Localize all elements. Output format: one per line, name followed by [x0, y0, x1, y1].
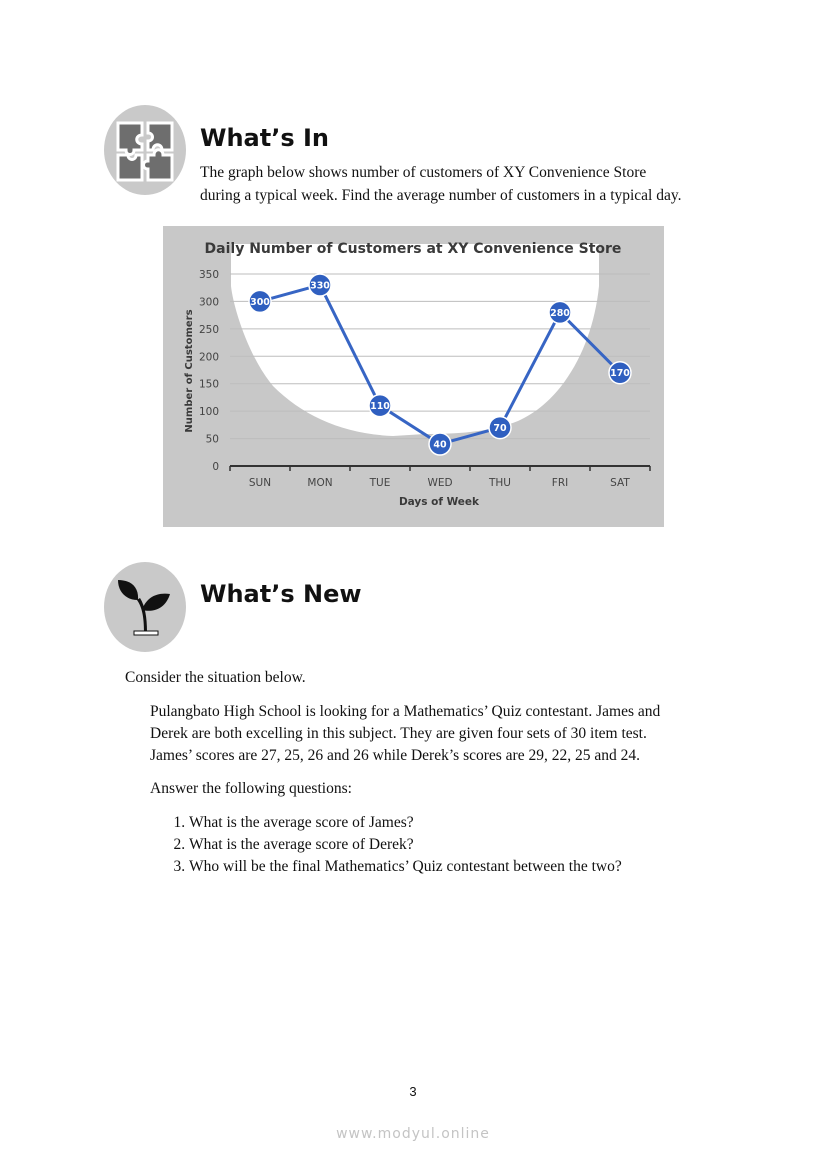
data-label-thu: 70 — [493, 423, 507, 435]
watermark: www.modyul.online — [336, 1126, 490, 1142]
y-tick-label-300: 300 — [198, 296, 219, 309]
y-tick-label-350: 350 — [198, 269, 219, 281]
x-tick-label-sun: SUN — [248, 477, 272, 489]
whats-in-heading: What’s In — [200, 124, 329, 152]
y-tick-label-100: 100 — [198, 406, 219, 419]
data-label-fri: 280 — [550, 307, 570, 319]
customers-line-chart — [163, 226, 664, 527]
y-tick-label-0: 0 — [212, 461, 219, 473]
data-label-sat: 170 — [610, 368, 630, 380]
x-tick-label-tue: TUE — [369, 477, 391, 489]
y-tick-label-150: 150 — [198, 378, 219, 391]
data-label-wed: 40 — [433, 439, 447, 451]
situation-line-3: James’ scores are 27, 25, 26 and 26 while Derek’s scores are 29, 22, 25 and 24. — [150, 747, 640, 764]
situation-line-2: Derek are both excelling in this subject. They are given four sets of 30 item test. — [150, 725, 647, 742]
chart-y-axis-label: Number of Customers — [184, 309, 195, 433]
x-tick-label-thu: THU — [489, 477, 511, 489]
whats-in-text-line-1: The graph below shows number of customers of XY Convenience Store — [200, 164, 647, 181]
x-tick-label-mon: MON — [307, 477, 333, 489]
x-tick-label-fri: FRI — [551, 477, 569, 489]
chart-title: Daily Number of Customers at XY Convenience Store — [204, 241, 622, 257]
puzzle-icon — [104, 105, 186, 195]
whats-new-intro: Consider the situation below. — [125, 669, 306, 686]
y-tick-label-200: 200 — [198, 351, 219, 364]
data-label-mon: 330 — [310, 280, 330, 292]
chart-svg — [163, 226, 664, 527]
sprout-icon — [104, 562, 186, 652]
whats-new-heading: What’s New — [200, 580, 362, 608]
question-3: 3. Who will be the final Mathematics’ Quiz contestant between the two? — [189, 856, 622, 878]
question-1: 1. What is the average score of James? — [189, 812, 622, 834]
x-tick-label-sat: SAT — [610, 477, 630, 489]
question-2: 2. What is the average score of Derek? — [189, 834, 622, 856]
question-list — [149, 812, 622, 878]
questions-prompt: Answer the following questions: — [150, 780, 352, 797]
chart-plot-backdrop — [231, 244, 599, 436]
y-tick-label-50: 50 — [205, 433, 219, 446]
y-tick-label-250: 250 — [198, 323, 219, 336]
situation-line-1: Pulangbato High School is looking for a Mathematics’ Quiz contestant. James and — [150, 703, 661, 720]
whats-in-text-line-2: during a typical week. Find the average number of customers in a typical day. — [200, 187, 682, 204]
data-label-sun: 300 — [250, 296, 270, 308]
data-label-tue: 110 — [370, 401, 390, 413]
chart-x-axis-label: Days of Week — [398, 496, 480, 508]
page-number: 3 — [409, 1084, 417, 1099]
x-tick-label-wed: WED — [427, 477, 453, 489]
